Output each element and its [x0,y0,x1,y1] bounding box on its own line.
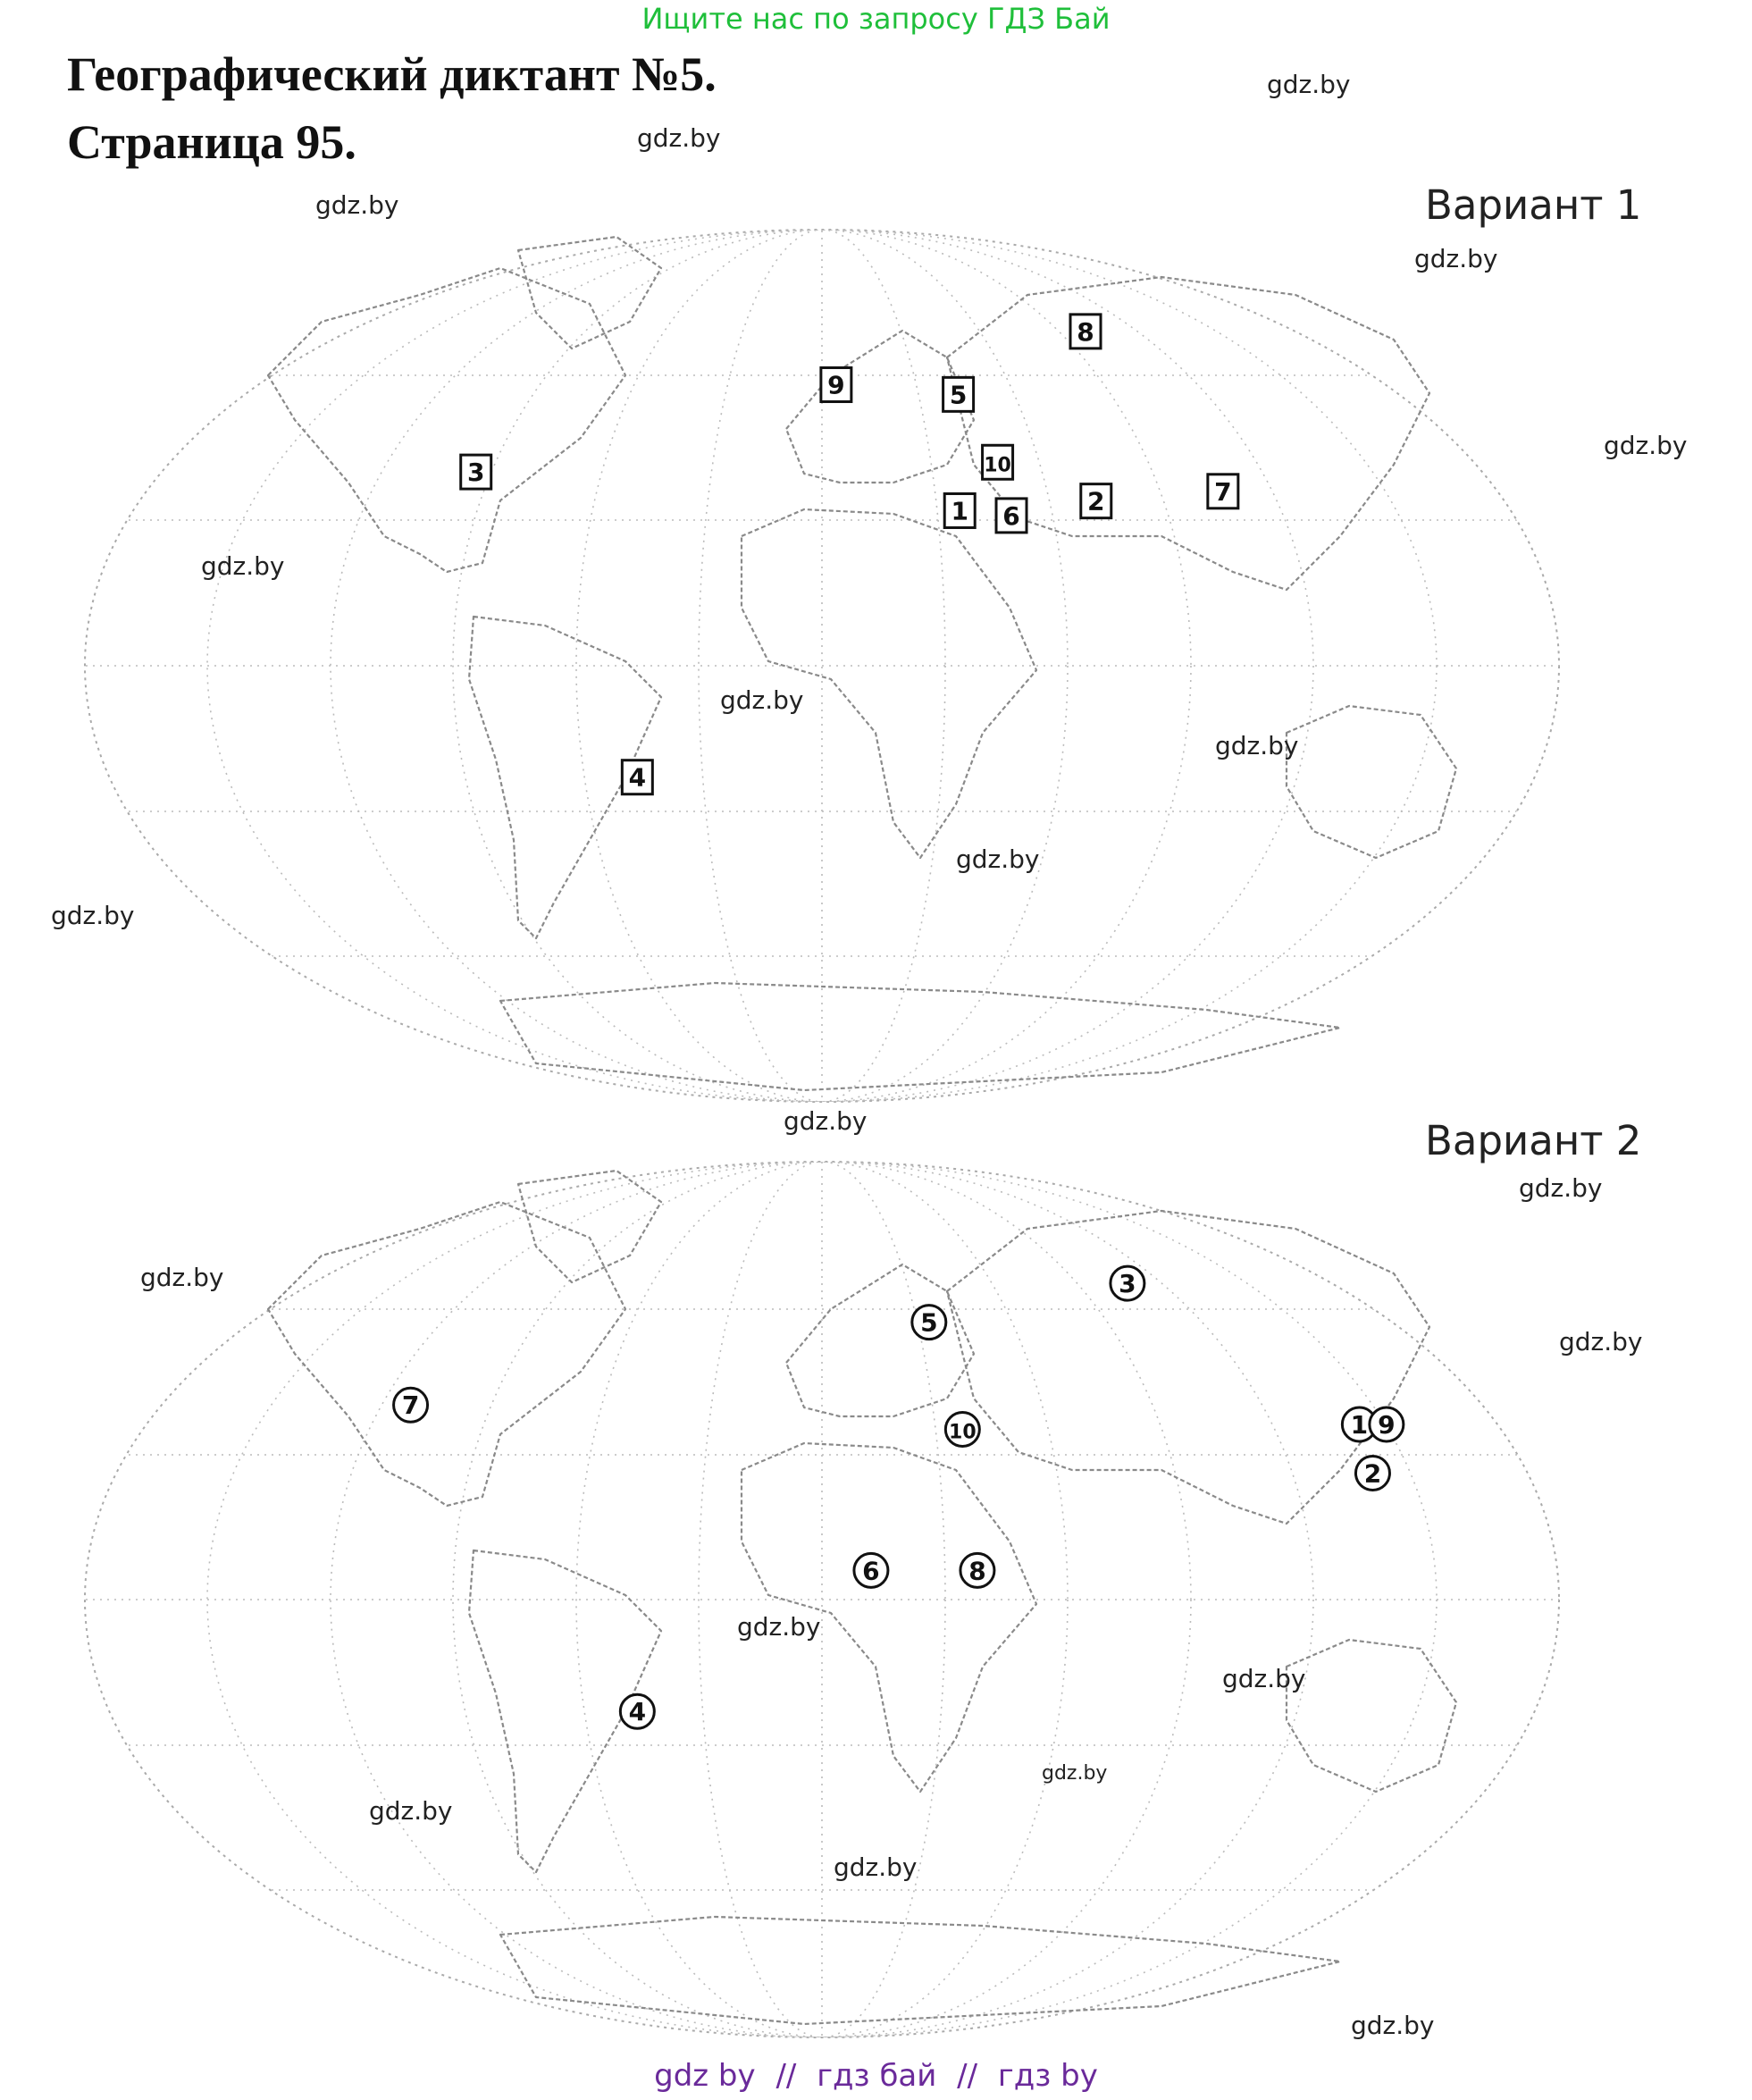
map-1-markers [461,315,1238,794]
marker-1 [944,493,975,527]
watermark: gdz.by [1222,1664,1306,1693]
variant-1-label: Вариант 1 [1425,181,1642,229]
world-map-variant-2 [71,1162,1572,2037]
footer-link-gdz-by[interactable]: gdz by [654,2058,756,2094]
marker-10 [945,1412,979,1446]
marker-label: 9 [1378,1410,1396,1440]
watermark: gdz.by [1351,2011,1435,2040]
marker-5 [943,377,974,411]
marker-label: 8 [1077,316,1094,347]
marker-4 [622,760,652,794]
marker-7 [394,1388,428,1422]
map-2-markers [394,1266,1404,1728]
marker-label: 1 [1350,1410,1369,1440]
watermark: gdz.by [51,901,135,930]
watermark: gdz.by [834,1852,918,1882]
marker-label: 9 [827,370,845,400]
watermark: gdz.by [1604,431,1688,460]
marker-8 [960,1553,994,1587]
watermark: gdz.by [737,1612,821,1642]
footer-links [0,2058,1752,2094]
marker-label: 7 [1214,476,1232,507]
watermark: gdz.by [1042,1762,1108,1785]
watermark: gdz.by [1559,1327,1643,1357]
marker-label: 6 [862,1556,880,1586]
watermark: gdz.by [637,123,721,153]
marker-label: 6 [1002,500,1020,531]
graticule-map-1 [71,223,1572,1108]
marker-5 [912,1306,946,1340]
watermark: gdz.by [956,844,1040,874]
marker-2 [1355,1456,1389,1490]
watermark: gdz.by [201,551,285,581]
marker-2 [1081,484,1111,518]
continents-map-1 [268,237,1456,1090]
watermark: gdz.by [369,1796,453,1826]
marker-9 [821,368,851,402]
page-subtitle: Страница 95. [67,115,356,169]
marker-4 [620,1694,654,1728]
marker-9 [1370,1407,1404,1441]
marker-label: 2 [1087,486,1105,517]
footer-link-gdz-bai[interactable]: гдз бай [817,2058,937,2094]
world-map-variant-1 [71,223,1572,1108]
marker-label: 1 [951,496,968,526]
watermark: gdz.by [784,1106,868,1136]
marker-label: 5 [920,1307,938,1338]
continents-map-2 [268,1171,1456,2024]
marker-6 [854,1553,888,1587]
variant-2-label: Вариант 2 [1425,1117,1642,1164]
marker-3 [461,455,491,489]
footer-separator: // [775,2058,797,2094]
watermark: gdz.by [720,685,804,715]
watermark: gdz.by [140,1263,224,1292]
watermark: gdz.by [315,190,399,220]
watermark: gdz.by [1215,731,1299,760]
watermark: gdz.by [1414,244,1498,273]
marker-label: 4 [628,762,647,793]
marker-label: 4 [628,1697,647,1727]
marker-label: 3 [466,458,485,488]
footer-link-gdz-by-2[interactable]: гдз by [997,2058,1098,2094]
marker-8 [1070,315,1101,349]
page-title: Географический диктант №5. [67,47,717,101]
marker-label: 2 [1363,1458,1382,1489]
marker-label: 7 [401,1390,420,1421]
marker-10 [983,445,1013,479]
marker-label: 10 [984,454,1011,477]
search-banner: Ищите нас по запросу ГДЗ Бай [641,2,1111,36]
marker-label: 10 [949,1421,977,1444]
watermark: gdz.by [1519,1173,1603,1203]
marker-3 [1111,1266,1144,1300]
watermark: gdz.by [1267,70,1351,99]
marker-label: 3 [1119,1269,1136,1299]
marker-label: 5 [949,380,968,410]
marker-label: 8 [968,1556,986,1586]
marker-6 [996,499,1027,533]
footer-separator: // [957,2058,978,2094]
marker-7 [1208,475,1238,508]
